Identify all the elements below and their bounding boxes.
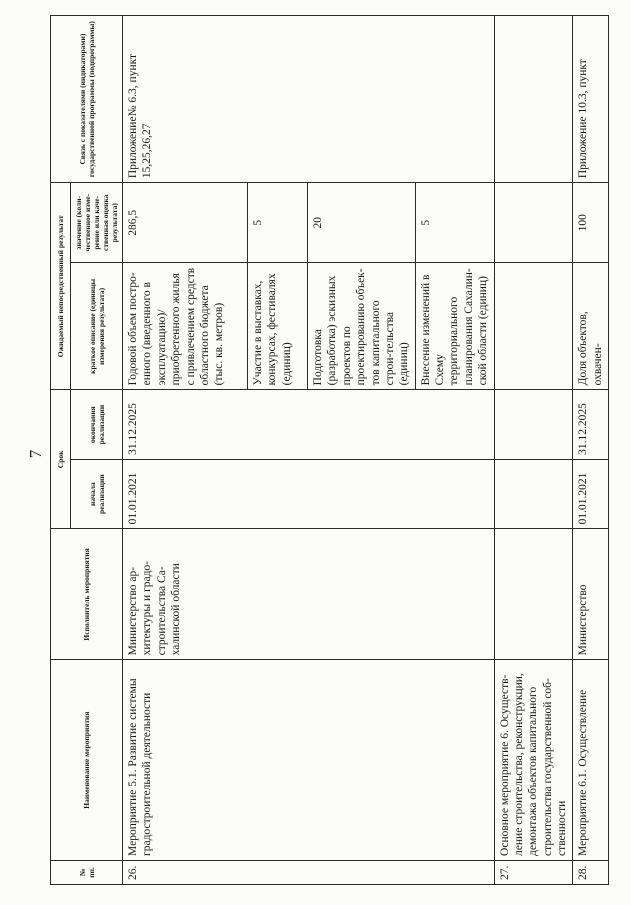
row-executor: Министерство ар-хитектуры и градо-строительства Са-халинской области xyxy=(123,529,495,660)
rotated-page xyxy=(50,15,630,885)
row-name: Мероприятие 6.1. Осуществление xyxy=(573,660,609,861)
row-end: 31.12.2025 xyxy=(123,390,495,460)
result-value: 5 xyxy=(248,183,308,263)
row-num: 28. xyxy=(573,860,609,884)
header-term: Срок xyxy=(51,390,71,529)
row-start xyxy=(494,459,573,529)
result-value: 20 xyxy=(308,183,416,263)
row-desc: Доля объектов, охвачен- xyxy=(573,263,609,390)
header-num: № пп. xyxy=(51,860,123,884)
row-start: 01.01.2021 xyxy=(123,459,495,529)
page-number: 7 xyxy=(26,449,45,459)
row-value xyxy=(494,183,573,263)
row-link: Приложение 10.3, пункт xyxy=(573,16,609,183)
header-end: окончания реализации xyxy=(71,390,123,460)
row-executor xyxy=(494,529,573,660)
header-start: начала реализации xyxy=(71,459,123,529)
row-value: 100 xyxy=(573,183,609,263)
row-desc xyxy=(494,263,573,390)
header-value: значение (коли-чественное изме-рение или каче-ственная оценка результата) xyxy=(71,183,123,263)
row-executor: Министерство xyxy=(573,529,609,660)
result-desc: Годовой объем постро-енного (введенного в эксплуатацию)/ приобретенного жилья с привлечением средств областного бюджета (тыс. кв. метров) xyxy=(123,263,248,390)
header-desc: краткое описание (единицы измерения результата) xyxy=(71,263,123,390)
result-desc: Участие в выставках, конкурсах, фестивалях (единиц) xyxy=(248,263,308,390)
result-desc: Внесение изменений в Схему территориального планирования Сахалин-ской области (единиц) xyxy=(415,263,494,390)
result-desc: Подготовка (разработка) эскизных проектов по проектированию объек-тов капитального строи-тельства (единиц) xyxy=(308,263,416,390)
row-link: Приложение№ 6.3, пункт 15,25,26,27 xyxy=(123,16,495,183)
row-end: 31.12.2025 xyxy=(573,390,609,460)
header-link: Связь с показателями (индикаторами) государственной программы (подпрограммы) xyxy=(51,16,123,183)
table-row xyxy=(573,16,609,885)
table-row xyxy=(123,16,248,885)
header-result: Ожидаемый непосредственный результат xyxy=(51,183,71,390)
row-num: 26. xyxy=(123,860,495,884)
result-value: 286,5 xyxy=(123,183,248,263)
header-name: Наименование мероприятия xyxy=(51,660,123,861)
row-name: Основное мероприятие 6. Осуществ-ление строительства, реконструкции, демонтажа объектов капитального строительства государственной соб-ственности xyxy=(494,660,573,861)
row-end xyxy=(494,390,573,460)
row-name: Мероприятие 5.1. Развитие системы градостроительной деятельности xyxy=(123,660,495,861)
header-executor: Исполнитель мероприятия xyxy=(51,529,123,660)
table-row xyxy=(494,16,573,885)
row-num: 27. xyxy=(494,860,573,884)
result-value: 5 xyxy=(415,183,494,263)
measures-table xyxy=(50,15,609,885)
row-start: 01.01.2021 xyxy=(573,459,609,529)
row-link xyxy=(494,16,573,183)
